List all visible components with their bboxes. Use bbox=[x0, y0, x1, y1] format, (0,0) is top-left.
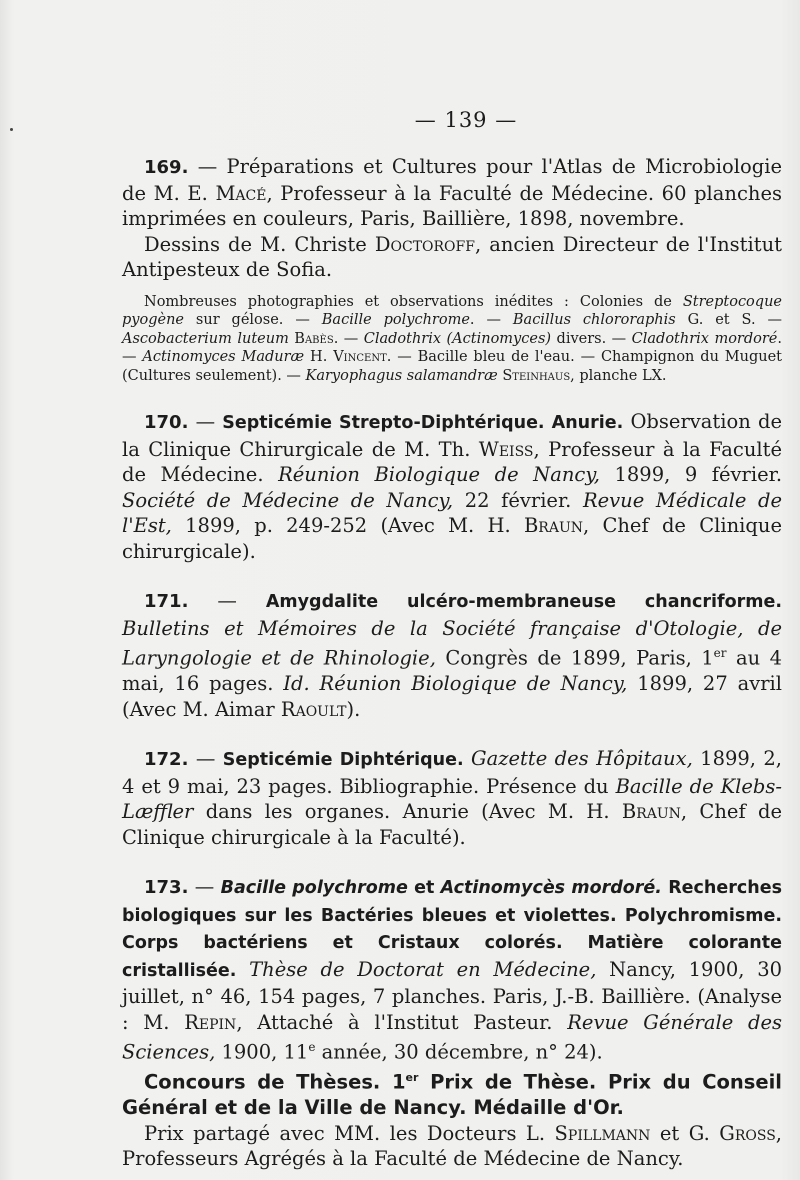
journal-title: Société de Médecine de Nancy, bbox=[122, 488, 454, 512]
entry-title: Septicémie Diphtérique. bbox=[222, 750, 464, 770]
entry-text: 1900, 11 bbox=[215, 1040, 309, 1064]
author-name: Weiss bbox=[478, 437, 534, 461]
entry-text: Dessins de M. Christe bbox=[144, 232, 375, 256]
award-heading bbox=[122, 1065, 782, 1121]
entry-text: — bbox=[188, 410, 223, 433]
award-note bbox=[122, 1121, 782, 1172]
entry-text: — bbox=[188, 589, 266, 612]
entry-text: Prix partagé avec MM. les Docteurs L. bbox=[144, 1121, 555, 1145]
entry-text: — bbox=[188, 747, 223, 770]
author-name: Spillmann bbox=[554, 1121, 651, 1145]
note-text: H. bbox=[304, 349, 334, 365]
entry-text: 1899, p. 249-252 (Avec M. H. bbox=[171, 514, 524, 537]
entry-172 bbox=[122, 746, 782, 850]
entry-170-paragraph bbox=[122, 409, 782, 564]
entry-173-paragraph bbox=[122, 874, 782, 1065]
author-name: Doctoroff bbox=[374, 232, 475, 256]
page-content bbox=[122, 108, 782, 1172]
bacillus-name: Bacille de Klebs-Læffler bbox=[122, 774, 782, 823]
entry-text: au 4 mai, 16 pages. bbox=[122, 646, 782, 695]
entry-text: , ancien Directeur de l'Institut Antipesteux de Sofia. bbox=[122, 232, 782, 281]
note-italic: Cladothrix (Actinomyces) bbox=[363, 330, 552, 347]
entry-title: Amygdalite ulcéro-membraneuse chancriforme. bbox=[265, 592, 782, 612]
entry-text: — bbox=[188, 875, 221, 898]
award-text: Concours de Thèses. 1 bbox=[144, 1070, 406, 1094]
entry-title: Septicémie Strepto-Diphtérique. Anurie. bbox=[222, 413, 624, 433]
entry-text: , Professeur à la Faculté de Médecine. bbox=[122, 437, 782, 486]
note-text: Nombreuses photographies et observations inédites : Colonies de bbox=[144, 293, 683, 310]
note-author: Babès bbox=[288, 330, 334, 347]
entry-169-notes bbox=[122, 293, 782, 386]
note-text: . — bbox=[469, 312, 513, 328]
entry-number: 171. bbox=[144, 591, 189, 612]
note-italic: Bacillus chlororaphis bbox=[512, 312, 676, 328]
journal-title: Revue Générale des Sciences, bbox=[122, 1010, 782, 1064]
entry-number: 169. bbox=[144, 157, 189, 178]
entry-text: année, 30 décembre, n° 24). bbox=[315, 1040, 603, 1064]
entry-text: , Professeur à la Faculté de Médecine. 60 planches imprimées en couleurs, Paris, Baillière, 1898, novembre. bbox=[122, 181, 783, 230]
author-name: Repin bbox=[184, 1010, 237, 1034]
journal-title: Gazette des Hôpitaux, bbox=[463, 747, 693, 770]
entry-169 bbox=[122, 154, 782, 385]
superscript: er bbox=[713, 646, 727, 660]
journal-title: Réunion Biologique de Nancy, bbox=[278, 463, 600, 486]
entry-number: 172. bbox=[144, 749, 189, 770]
note-italic: Actinomyces Maduræ bbox=[142, 349, 305, 365]
journal-title: Revue Médicale de l'Est, bbox=[122, 488, 783, 537]
page-number: — 139 — bbox=[414, 108, 518, 132]
note-text: . — bbox=[122, 330, 782, 365]
entry-text: , Chef de Clinique chirurgicale à la Faculté). bbox=[122, 800, 782, 849]
entry-text: , Professeurs Agrégés à la Faculté de Médecine de Nancy. bbox=[122, 1121, 782, 1170]
note-italic: Streptocoque pyogène bbox=[122, 293, 782, 328]
entry-text: 1899, 27 avril (Avec M. Aimar bbox=[122, 672, 783, 721]
entry-text: ). bbox=[346, 697, 361, 721]
note-text: divers. — bbox=[551, 330, 632, 347]
journal-title: Id. Réunion Biologique de Nancy, bbox=[283, 672, 628, 695]
superscript: er bbox=[405, 1071, 419, 1084]
note-italic: Bacille polychrome bbox=[321, 312, 470, 328]
entry-172-paragraph bbox=[122, 746, 782, 850]
note-author: Vincent bbox=[333, 349, 387, 365]
thesis-title: Thèse de Doctorat en Médecine, bbox=[236, 957, 597, 981]
author-name: Macé bbox=[215, 181, 267, 205]
note-italic: Ascobacterium luteum bbox=[122, 330, 289, 347]
entry-text: Observation de la Clinique Chirurgicale de M. Th. bbox=[122, 410, 782, 461]
entry-title: et bbox=[407, 878, 441, 898]
entry-171-paragraph bbox=[122, 588, 782, 722]
scan-speck bbox=[10, 128, 13, 131]
entry-text: dans les organes. Anurie (Avec M. H. bbox=[193, 800, 622, 823]
note-italic: Cladothrix mordoré bbox=[631, 330, 778, 347]
entry-text: , Chef de Clinique chirurgicale). bbox=[122, 514, 783, 563]
entry-169-paragraph bbox=[122, 154, 782, 232]
entry-title-italic: Bacille polychrome bbox=[220, 878, 408, 898]
entry-text: 22 février. bbox=[453, 488, 583, 512]
note-italic: Karyophagus salamandræ bbox=[305, 367, 498, 384]
entry-text: et G. bbox=[650, 1121, 720, 1145]
entry-text: Nancy, 1900, 30 juillet, n° 46, 154 pages, 7 planches. Paris, J.-B. Baillière. (Analyse : M. bbox=[122, 957, 783, 1034]
entry-171 bbox=[122, 588, 782, 722]
note-text: , planche LX. bbox=[570, 367, 667, 384]
author-name: Gross bbox=[719, 1121, 776, 1145]
note-author: Steinhaus bbox=[497, 367, 571, 384]
note-text: . — Bacille bleu de l'eau. — Champignon du Muguet (Cultures seulement). — bbox=[122, 349, 783, 384]
journal-title: Bulletins et Mémoires de la Société française d'Otologie, de Laryngologie et de Rhinologie, bbox=[122, 616, 782, 670]
award-text: Prix de Thèse. Prix du Conseil Général et de la Ville de Nancy. Médaille d'Or. bbox=[122, 1070, 782, 1119]
note-text: . — bbox=[333, 330, 364, 347]
entry-number: 170. bbox=[144, 412, 189, 433]
entry-text: , Attaché à l'Institut Pasteur. bbox=[236, 1010, 568, 1034]
entry-170 bbox=[122, 409, 782, 564]
entry-text: 1899, 2, 4 et 9 mai, 23 pages. Bibliographie. Présence du bbox=[122, 747, 782, 798]
entry-169-paragraph-2 bbox=[122, 232, 782, 283]
note-text: G. et S. — bbox=[675, 312, 783, 328]
author-name: Raoult bbox=[280, 697, 347, 721]
note-text: sur gélose. — bbox=[184, 312, 322, 328]
entry-text: Congrès de 1899, Paris, 1 bbox=[435, 646, 714, 670]
superscript: e bbox=[308, 1040, 316, 1054]
entry-title: Recherches biologiques sur les Bactéries bleues et violettes. Polychromisme. Corps bactériens et Cristaux colorés. Matière colorante cristallisée. bbox=[122, 878, 782, 981]
entry-text: — Préparations et Cultures pour l'Atlas de Microbiologie de M. E. bbox=[122, 155, 782, 205]
entry-number: 173. bbox=[144, 877, 189, 898]
entry-text: 1899, 9 février. bbox=[599, 463, 783, 486]
author-name: Braun bbox=[621, 800, 681, 823]
entry-title-italic: Actinomycès mordoré. bbox=[440, 878, 662, 898]
entry-173 bbox=[122, 874, 782, 1172]
author-name: Braun bbox=[523, 514, 583, 537]
